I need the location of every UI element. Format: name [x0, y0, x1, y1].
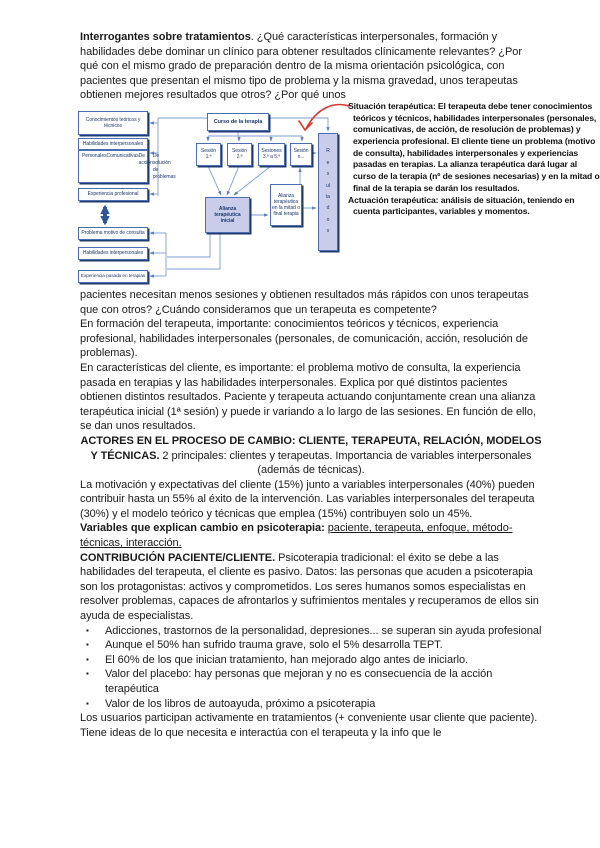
- habilidades-cliente-label: Habilidades interpersonales: [82, 250, 144, 257]
- box-alianza-mitad-final: [270, 184, 302, 226]
- alianza-mitad-label: Alianza terapéutica en la mitad o final terapia: [272, 192, 300, 217]
- bullet-item-placebo: [80, 667, 542, 696]
- contribucion-lead: CONTRIBUCIÓN PACIENTE/CLIENTE.: [80, 551, 276, 564]
- box-habilidades-lista: [78, 150, 176, 183]
- annotation-actuacion-terapeutica: Actuación terapéutica: análisis de situación, teniendo en cuenta participantes, variables y momentos.: [348, 194, 575, 217]
- box-sesiones-3-5: [258, 143, 285, 166]
- box-conocimientos-label: Conocimientos teóricos y técnicos: [85, 116, 141, 129]
- box-curso-terapia: [207, 113, 269, 131]
- resultados-label: Resultados: [325, 148, 331, 235]
- bullet-text-adicciones: Adicciones, trastornos de la personalidad, depresiones... se superan sin ayuda profesional: [105, 624, 542, 637]
- intro-paragraph: [80, 30, 542, 103]
- habilidad-de-accion: De acción: [138, 152, 153, 166]
- paragraph-caracteristicas-cliente: En características del cliente, es importante: el problema motivo de consulta, la experiencia pasada en terapias y las habilidades interpersonales. Explica por qué distintos pacientes obtienen distintos resultados. Paciente y terapeuta actuando conjuntamente crean una alianza terapéutica inicial (1ª sesión) y puede ir variando a lo largo de las sesiones. En función de ello, se dan unos resultados.: [80, 361, 536, 433]
- habilidad-solucion-problemas: De solución de problemas: [152, 152, 176, 180]
- bullet-item-autoayuda: [80, 697, 542, 712]
- annotation-situacion-terapeutica: Situación terapéutica: El terapeuta debe tener conocimientos teóricos y técnicos, habilidades interpersonales (personales, comunicativas, de acción, de resolución de problemas) y experiencia profesional. El cliente tiene un problema (motivo de consulta), habilidades interpersonales y experiencias pasadas en terapias. La alianza terapéutica dará lugar al curso de la terapia (nº de sesiones necesarias) y en la mitad o final de la terapia se darán los resultados.: [348, 100, 600, 193]
- box-experiencia-pasada-terapias: [78, 270, 148, 283]
- bullet-icon: ▪: [86, 640, 89, 650]
- bullet-text-autoayuda: Valor de los libros de autoayuda, próximo a psicoterapia: [105, 697, 376, 710]
- bullet-text-mejora-previa: El 60% de los que inician tratamiento, han mejorado algo antes de iniciarlo.: [105, 653, 469, 666]
- bullet-item-adicciones: [80, 624, 542, 639]
- intro-text: . ¿Qué características interpersonales, formación y habilidades debe dominar un clínico para obtener resultados clínicamente relevantes? ¿Por qué con el mismo grado de preparación dentro de la misma orientación psicológica, con pacientes que presentan el mismo tipo de problema y la misma gravedad, unos terapeutas obtienen mejores resultados que otros? ¿Por qué unos: [80, 31, 522, 102]
- bullet-text-placebo: Valor del placebo: hay personas que mejoran y no es consecuencia de la acción terapéutica: [105, 668, 493, 695]
- sesion-2-label: Sesión 2.ª: [232, 148, 247, 161]
- bullet-icon: ▪: [86, 654, 89, 664]
- experiencia-pasada-label: Experiencia pasada en terapias: [80, 273, 146, 279]
- alianza-inicial-label: Alianza terapéutica inicial: [214, 205, 241, 224]
- problema-motivo-label: Problema motivo de consulta: [81, 230, 145, 237]
- margin-annotation: [348, 101, 600, 218]
- bullet-item-mejora-previa: [80, 653, 542, 668]
- sesion-1-label: Sesión 1.ª: [201, 148, 216, 161]
- red-annotation-arrow-icon: [299, 105, 349, 130]
- paragraph-formacion-terapeuta: En formación del terapeuta, importante: conocimientos teóricos y técnicos, experiencia profesional, habilidades interpersonales (personales, de comunicación, acción, resolución de problemas).: [80, 318, 528, 360]
- paragraph-usuarios-activos: Los usuarios participan activamente en tratamientos (+ conveniente usar cliente que paciente). Tiene ideas de lo que necesita e interactúa con el terapeuta y la info que le: [80, 712, 538, 739]
- therapy-process-figure: [78, 100, 600, 288]
- bullet-icon: ▪: [86, 625, 89, 635]
- box-sesion-2: [227, 143, 252, 166]
- box-sesion-n: [290, 143, 312, 166]
- box-sesion-1: [196, 143, 221, 166]
- contribucion-rest: Psicoterapia tradicional: el éxito se debe a las habilidades del terapeuta, el cliente es pasivo. Datos: las personas que acuden a psicoterapia son los protagonistas: activos y comprometidos. Los seres humanos somos especialistas en resolver problemas, capaces de afrontarlos y sufrimientos mentales y recuperamos de ellos sin ayuda de especialistas.: [80, 551, 539, 623]
- actores-heading-bold: ACTORES EN EL PROCESO DE CAMBIO: CLIENTE, TERAPEUTA, RELACIÓN, MODELOS Y TÉCNICAS.: [80, 434, 542, 462]
- paragraph-variables-cambio: [80, 521, 542, 550]
- paragraph-motivacion-porcentajes: La motivación y expectativas del cliente (15%) junto a variables interpersonales (40%) pueden contribuir hasta un 55% al éxito de la intervención. Las variables interpersonales del terapeuta (30%) y el modelo teórico y técnicas que emplea (15%) contribuyen solo un 45%.: [80, 478, 535, 520]
- box-experiencia-profesional: [78, 188, 148, 201]
- bullet-icon: ▪: [86, 698, 89, 708]
- paragraph-contribucion-paciente: [80, 551, 542, 624]
- box-alianza-inicial: [205, 197, 250, 233]
- box-habilidades-title: Habilidades interpersonales: [82, 140, 144, 147]
- box-conocimientos-teoricos: [78, 111, 148, 135]
- bullet-text-trauma: Aunque el 50% han sufrido trauma grave, solo el 5% desarrolla TEPT.: [105, 639, 443, 652]
- habilidad-personales: Personales: [82, 152, 107, 159]
- box-habilidades-interpersonales-cliente: [78, 247, 148, 260]
- box-resultados: [318, 133, 338, 251]
- experiencia-profesional-label: Experiencia profesional: [87, 191, 139, 198]
- actores-heading-rest: 2 principales: clientes y terapeutas. Importancia de variables interpersonales (además de técnicas).: [159, 449, 532, 477]
- habilidad-comunicativas: Comunicativas: [106, 152, 139, 159]
- variables-lead: Variables que explican cambio en psicoterapia:: [80, 522, 328, 535]
- box-habilidades-interpersonales-terapeuta: [78, 138, 148, 150]
- box-problema-motivo-consulta: [78, 227, 148, 240]
- sesion-n-label: Sesión n...: [293, 148, 309, 161]
- variables-underlined: paciente, terapeuta, enfoque, método-técnicas, interacción.: [80, 522, 513, 550]
- intro-lead: Interrogantes sobre tratamientos: [80, 31, 251, 43]
- curso-terapia-label: Curso de la terapia: [213, 118, 263, 125]
- sesiones-3-5-label: Sesiones 3.ª a 5.ª: [261, 148, 282, 161]
- bullet-icon: ▪: [86, 669, 89, 679]
- bullet-item-trauma: [80, 638, 542, 653]
- paragraph-terapeuta-competente: pacientes necesitan menos sesiones y obtienen resultados más rápidos con unos terapeutas que con otros? ¿Cuándo consideramos que un terapeuta es competente?: [80, 288, 529, 316]
- heading-actores-proceso-cambio: [80, 434, 542, 478]
